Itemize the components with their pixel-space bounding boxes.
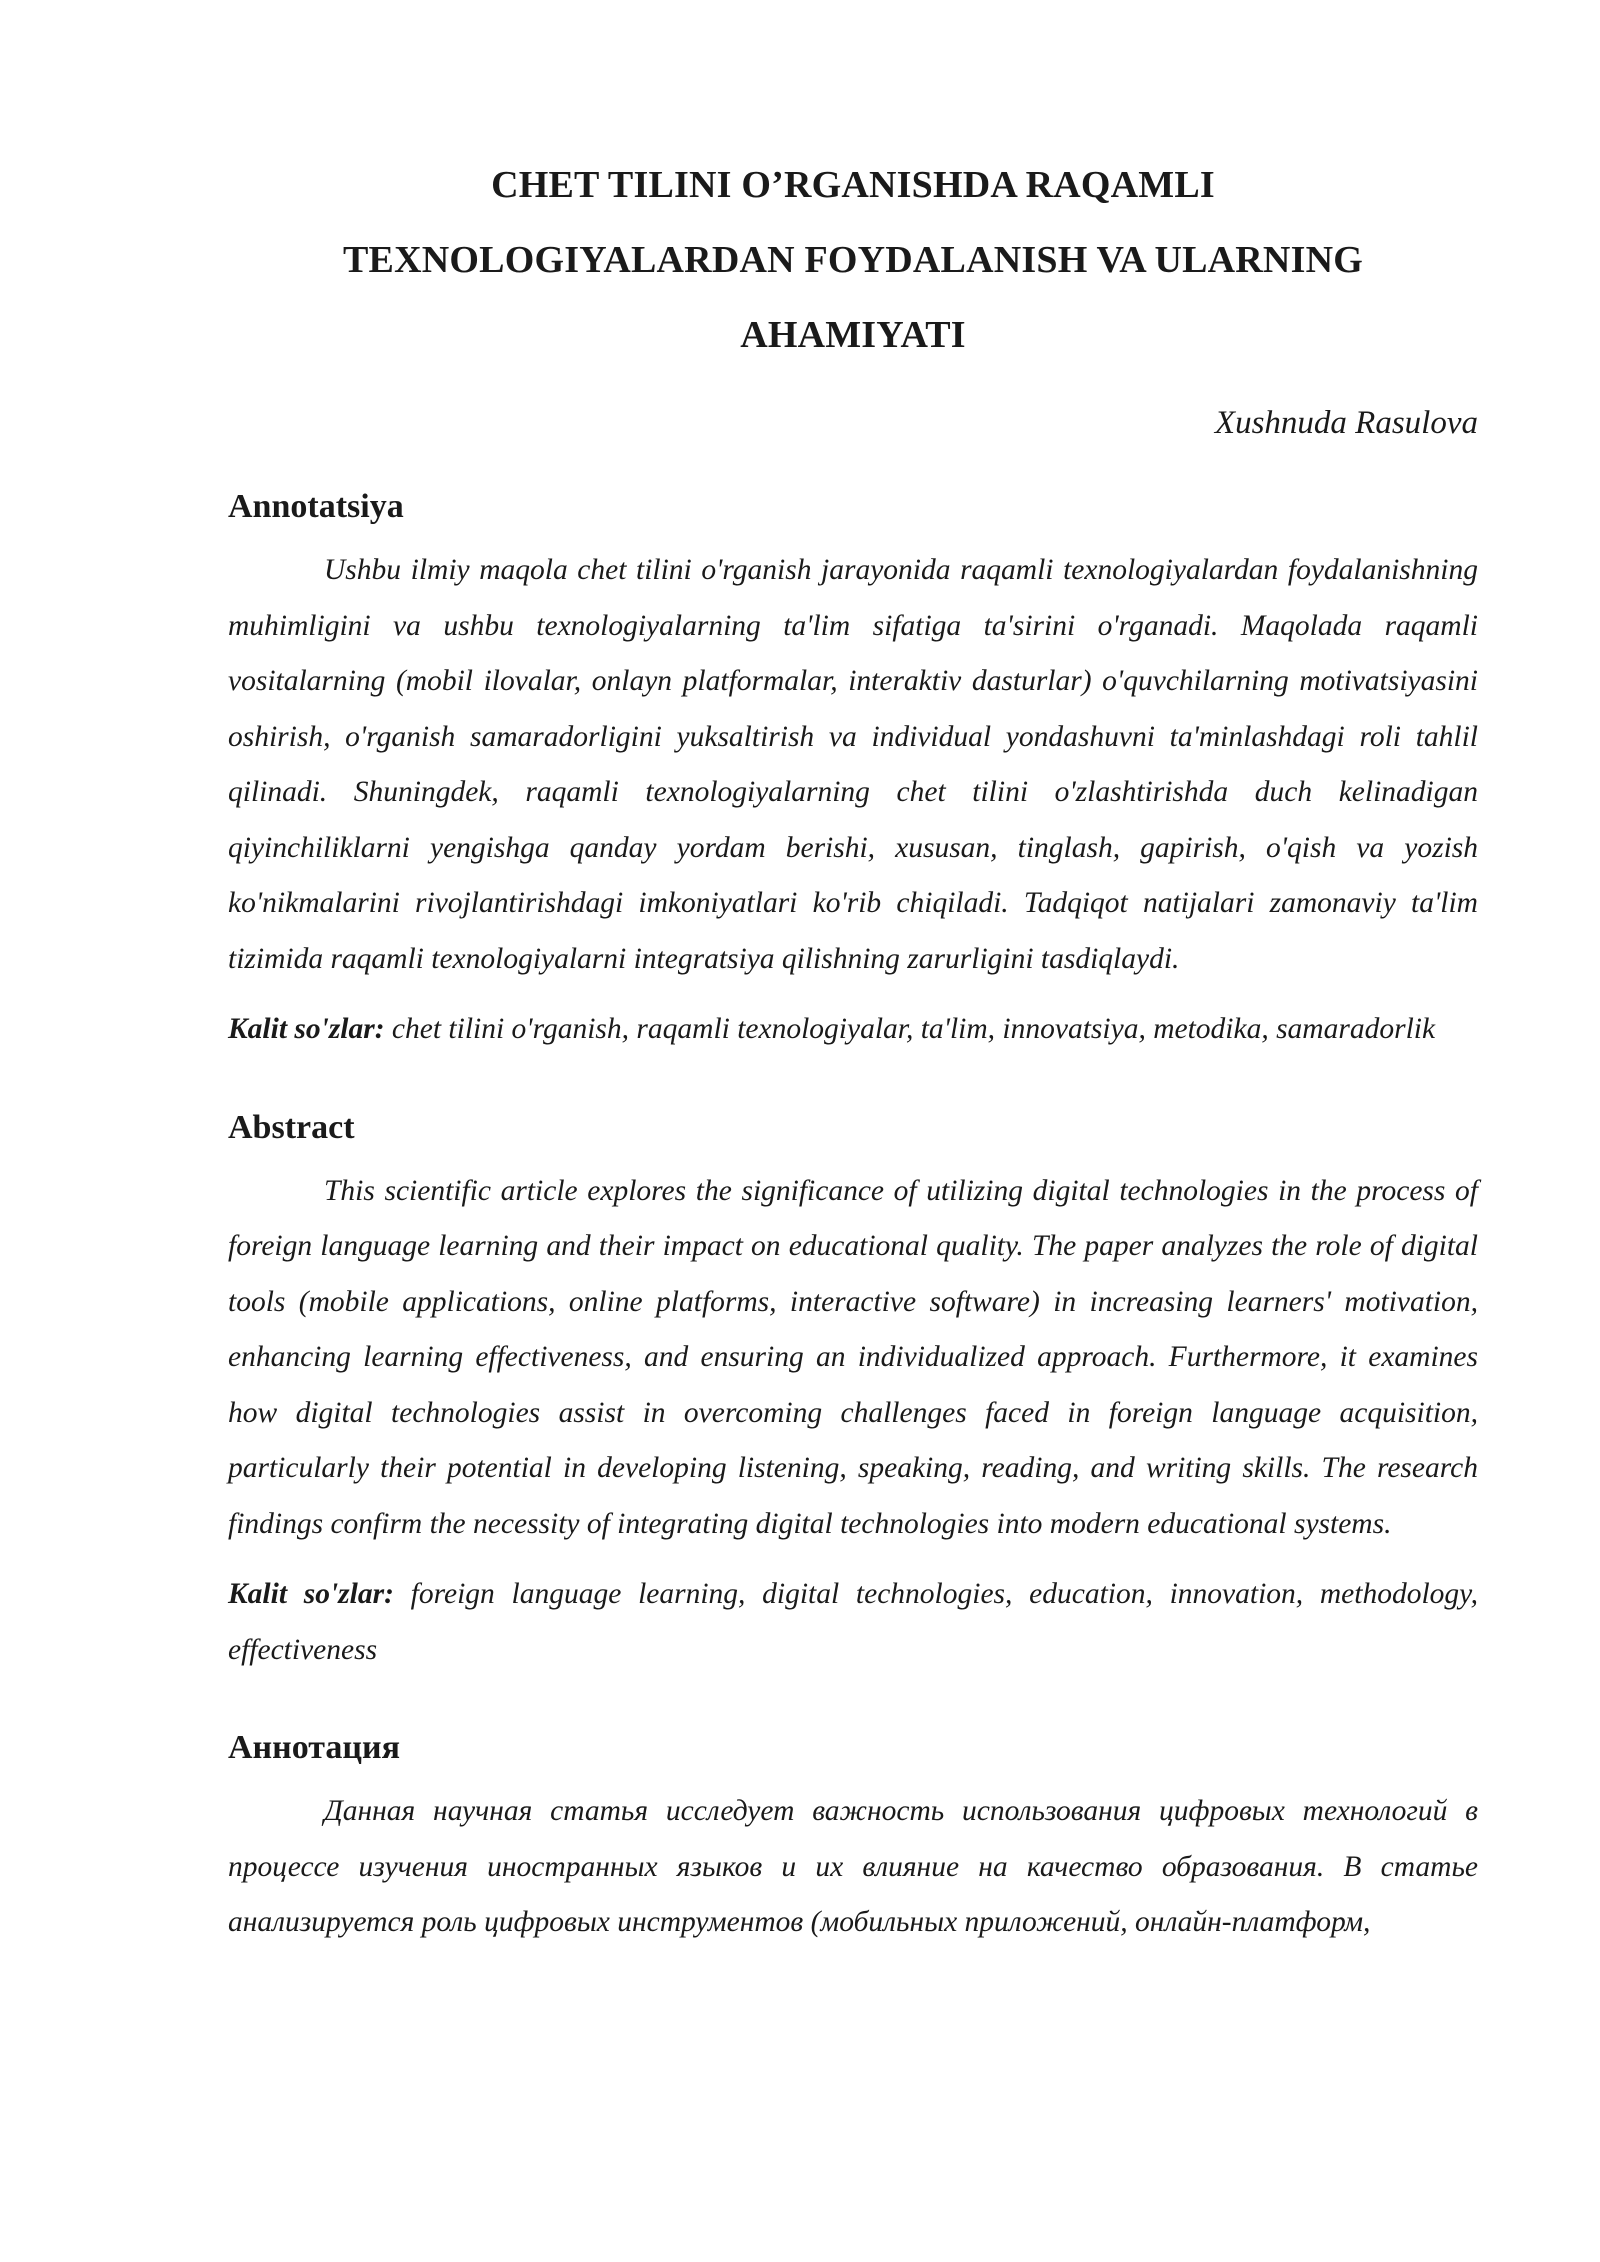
title-line-2: TEXNOLOGIYALARDAN FOYDALANISH VA ULARNING — [343, 239, 1363, 281]
annotatsiya-ru-body: Данная научная статья исследует важность использования цифровых технологий в процессе изучения иностранных языков и их влияние на качество образования. В статье анализируется роль цифровых инструментов (мобильных приложений, онлайн-платформ, — [228, 1795, 1478, 1938]
keywords-text: foreign language learning, digital technologies, education, innovation, methodology, effectiveness — [228, 1578, 1479, 1666]
section-annotatsiya — [228, 485, 1478, 1058]
section-heading-annotatsiya: Annotatsiya — [228, 488, 404, 525]
title-line-1: CHET TILINI O’RGANISHDA RAQAMLI — [491, 164, 1215, 206]
author-name: Xushnuda Rasulova — [1214, 405, 1478, 441]
annotatsiya-keywords — [228, 1002, 1478, 1058]
abstract-keywords — [228, 1567, 1478, 1678]
page-content — [228, 148, 1478, 1951]
keywords-text: chet tilini o'rganish, raqamli texnologiyalar, ta'lim, innovatsiya, metodika, samaradorlik — [391, 1013, 1436, 1045]
keywords-label: Kalit so'zlar: — [228, 1578, 394, 1610]
section-heading-abstract: Abstract — [228, 1108, 355, 1146]
title-line-3: AHAMIYATI — [740, 314, 966, 356]
abstract-body: This scientific article explores the significance of utilizing digital technologies in the process of foreign language learning and their impact on educational quality. The paper analyzes the role of digital tools (mobile applications, online platforms, interactive software) in increasing learners' motivation, enhancing learning effectiveness, and ensuring an individualized approach. Furthermore, it examines how digital technologies assist in overcoming challenges faced in foreign language acquisition, particularly their potential in developing listening, speaking, reading, and writing skills. The research findings confirm the necessity of integrating digital technologies into modern educational systems. — [228, 1174, 1478, 1540]
section-abstract — [228, 1106, 1478, 1679]
keywords-label: Kalit so'zlar: — [228, 1013, 385, 1045]
article-title — [228, 148, 1478, 373]
section-heading-annotatsiya-ru: Аннотация — [228, 1729, 400, 1766]
section-annotatsiya-ru — [228, 1726, 1478, 1951]
annotatsiya-body: Ushbu ilmiy maqola chet tilini o'rganish jarayonida raqamli texnologiyalardan foydalanishning muhimligini va ushbu texnologiyalarning ta'lim sifatiga ta'sirini o'rganadi. Maqolada raqamli vositalarning (mobil ilovalar, onlayn platformalar, interaktiv dasturlar) o'quvchilarning motivatsiyasini oshirish, o'rganish samaradorligini yuksaltirish va individual yondashuvni ta'minlashdagi roli tahlil qilinadi. Shuningdek, raqamli texnologiyalarning chet tilini o'zlashtirishda duch kelinadigan qiyinchiliklarni yengishga qanday yordam berishi, xususan, tinglash, gapirish, o'qish va yozish ko'nikmalarini rivojlantirishdagi imkoniyatlari ko'rib chiqiladi. Tadqiqot natijalari zamonaviy ta'lim tizimida raqamli texnologiyalarni integratsiya qilishning zarurligini tasdiqlaydi. — [228, 554, 1478, 975]
